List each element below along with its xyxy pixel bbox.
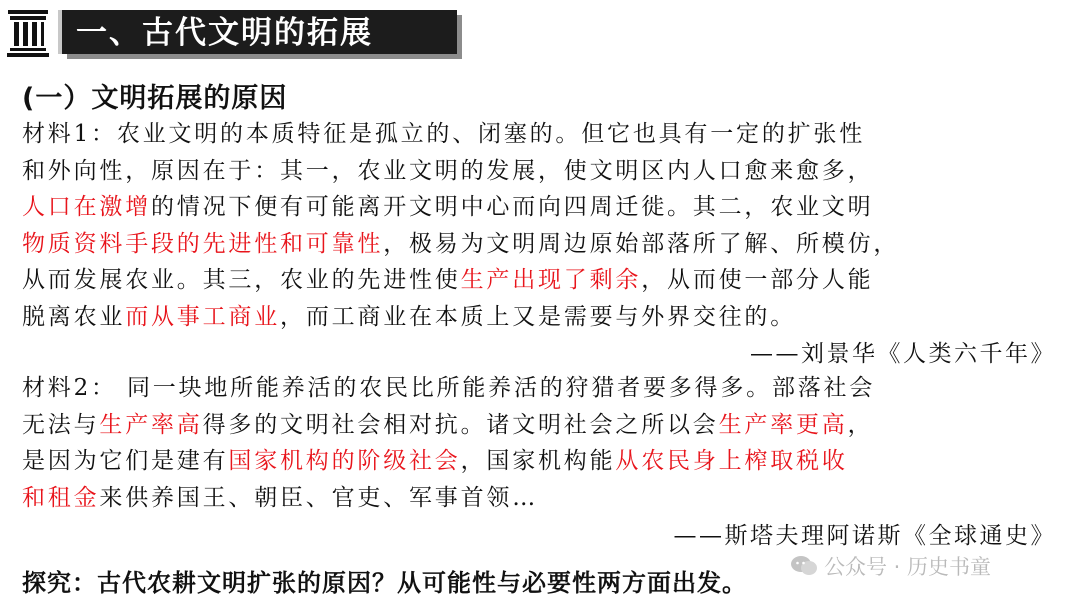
body-text: ，极易为文明周边原始部落所了解、所模仿，: [383, 230, 900, 257]
body-text: 得多的文明社会相对抗。诸文明社会之所以会: [202, 411, 719, 438]
material-1-source: ——刘景华《人类六千年》: [750, 341, 1056, 367]
highlighted-text: 国家机构的阶级社会: [228, 448, 461, 474]
body-text: 和外向性，原因在于：其一，农业文明的发展，使文明区内人口愈来愈多，: [22, 157, 874, 184]
body-text: 材料1：农业文明的本质特征是孤立的、闭塞的。但它也具有一定的扩张性: [22, 121, 866, 147]
highlighted-text: 从农民身上榨取税收: [615, 448, 848, 474]
wechat-icon: [790, 555, 818, 577]
text-line: [22, 480, 1062, 517]
body-text: 是因为它们是建有: [22, 448, 229, 474]
highlighted-text: 生产出现了剩余: [460, 267, 642, 293]
body-text: ，国家机构能: [460, 448, 616, 474]
text-line: [22, 370, 1062, 407]
body-text: 脱离农业: [22, 303, 126, 330]
material-2: [22, 370, 1062, 516]
material-2-source: ——斯塔夫理阿诺斯《全球通史》: [673, 523, 1056, 549]
inquiry-question: 探究：古代农耕文明扩张的原因？从可能性与必要性两方面出发。: [22, 569, 747, 597]
body-text: 来供养国王、朝臣、官吏、军事首领…: [99, 484, 539, 511]
watermark: [790, 551, 991, 581]
text-line: [22, 189, 1062, 226]
body-text: ，从而使一部分人能: [641, 267, 874, 293]
highlighted-text: 而从事工商业: [125, 303, 281, 330]
page-title: 一、古代文明的拓展: [76, 15, 373, 51]
highlighted-text: 物质资料手段的先进性和可靠性: [22, 230, 384, 257]
material-1: [22, 116, 1062, 335]
pillar-icon: [6, 8, 50, 58]
text-line: [22, 153, 1062, 190]
text-line: [22, 299, 1062, 336]
highlighted-text: 生产率高: [99, 411, 203, 438]
body-text: 材料2： 同一块地所能养活的农民比所能养活的狩猎者要多得多。部落社会: [22, 375, 876, 401]
highlighted-text: 人口在激增: [22, 194, 151, 220]
body-text: 从而发展农业。其三，农业的先进性使: [22, 267, 461, 293]
text-line: [22, 262, 1062, 299]
section-heading: (一）文明拓展的原因: [22, 83, 288, 114]
watermark-text: 公众号 · 历史书童: [824, 555, 992, 579]
text-line: [22, 226, 1062, 263]
text-line: [22, 116, 1062, 153]
highlighted-text: 生产率更高: [718, 411, 848, 438]
body-text: ，: [847, 411, 874, 438]
body-text: 的情况下便有可能离开文明中心而向四周迁徙。其二，农业文明: [151, 194, 874, 220]
text-line: [22, 407, 1062, 444]
body-text: ，而工商业在本质上又是需要与外界交往的。: [280, 303, 797, 330]
highlighted-text: 和租金: [22, 484, 100, 511]
text-line: [22, 443, 1062, 480]
body-text: 无法与: [22, 411, 100, 438]
